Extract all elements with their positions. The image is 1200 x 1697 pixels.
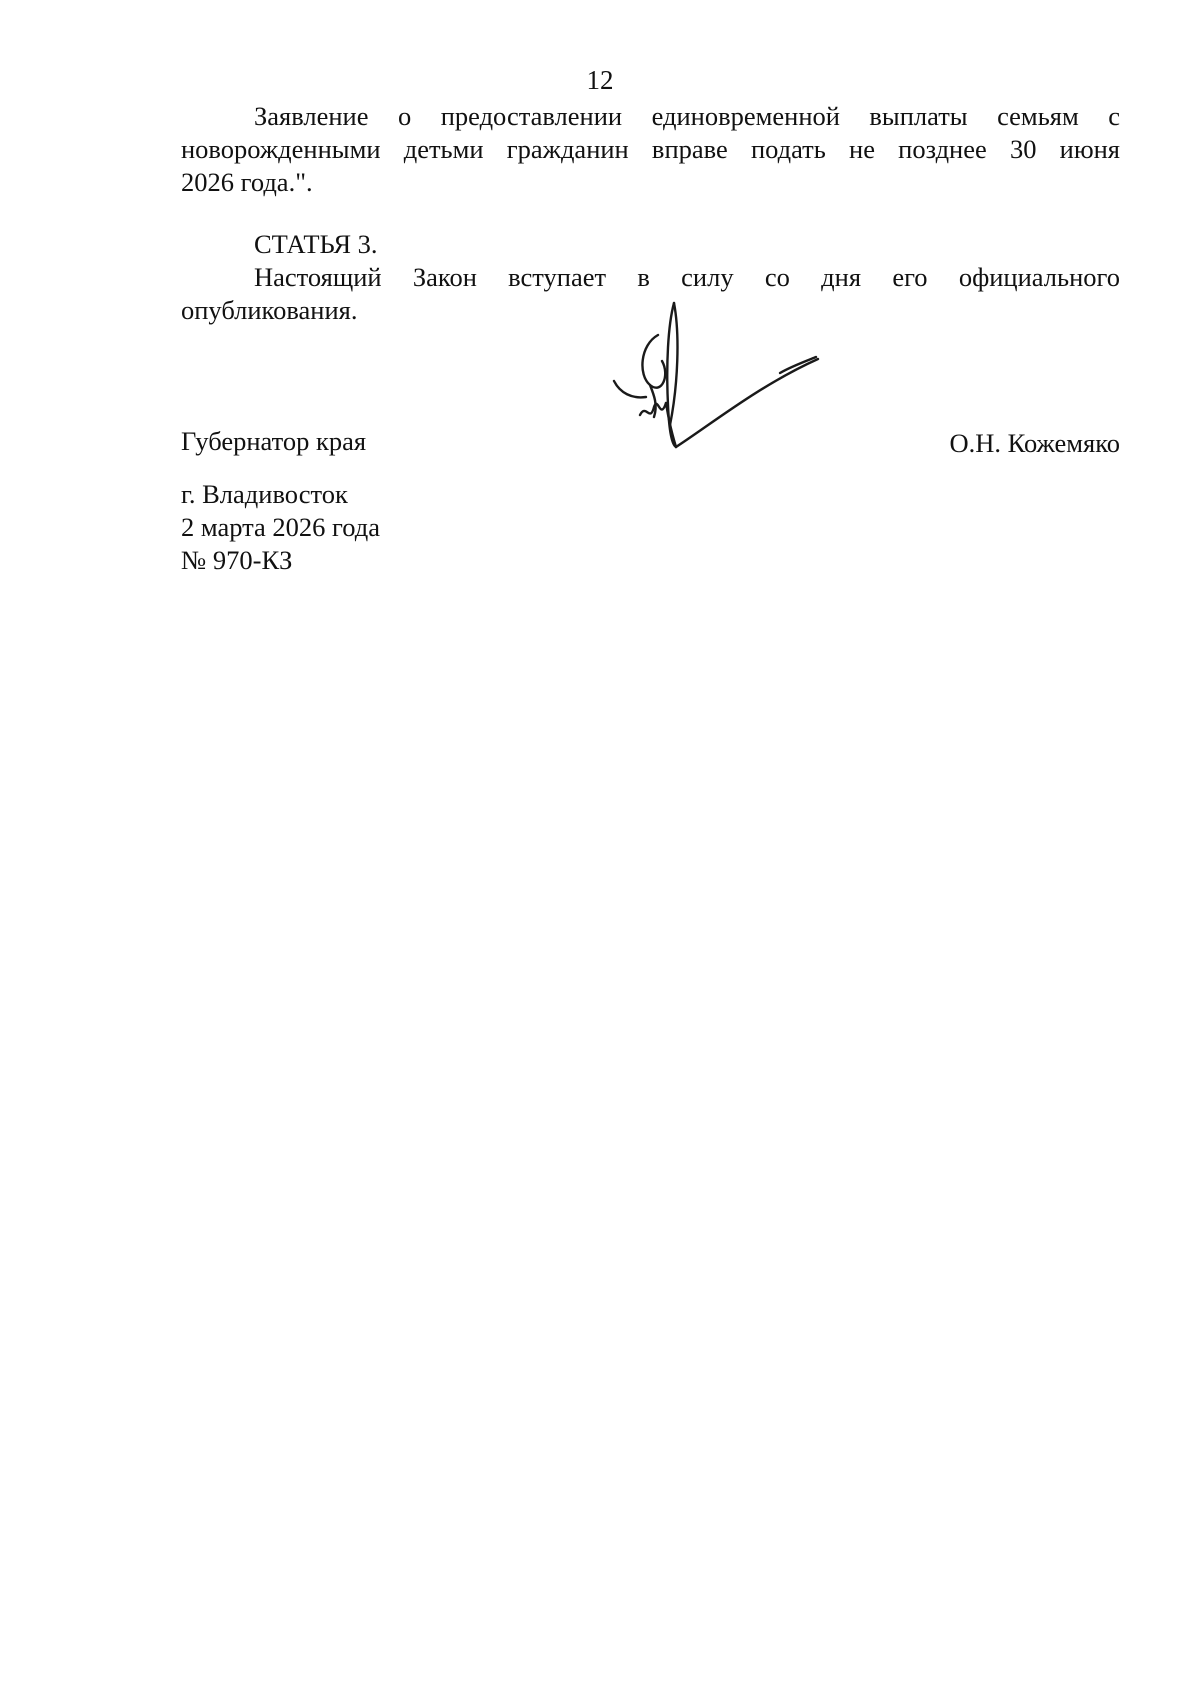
paragraph-line: новорожденными детьми гражданин вправе подать не позднее 30 июня — [181, 134, 1120, 164]
handwritten-signature-icon — [610, 295, 830, 455]
article-heading: СТАТЬЯ 3. — [254, 229, 378, 259]
footer-city: г. Владивосток — [181, 479, 348, 509]
paragraph-line: опубликования. — [181, 295, 358, 325]
signer-name: О.Н. Кожемяко — [949, 428, 1120, 458]
footer-law-number: № 970-КЗ — [181, 545, 293, 575]
document-footer — [181, 478, 380, 577]
signer-title: Губернатор края — [181, 426, 367, 456]
paragraph-line: Настоящий Закон вступает в силу со дня его официального — [254, 262, 1120, 292]
page-number: 12 — [586, 65, 614, 95]
paragraph-application-deadline — [181, 100, 1120, 199]
footer-date: 2 марта 2026 года — [181, 512, 380, 542]
paragraph-line: Заявление о предоставлении единовременной выплаты семьям с — [254, 101, 1120, 131]
paragraph-line: 2026 года.". — [181, 167, 313, 197]
